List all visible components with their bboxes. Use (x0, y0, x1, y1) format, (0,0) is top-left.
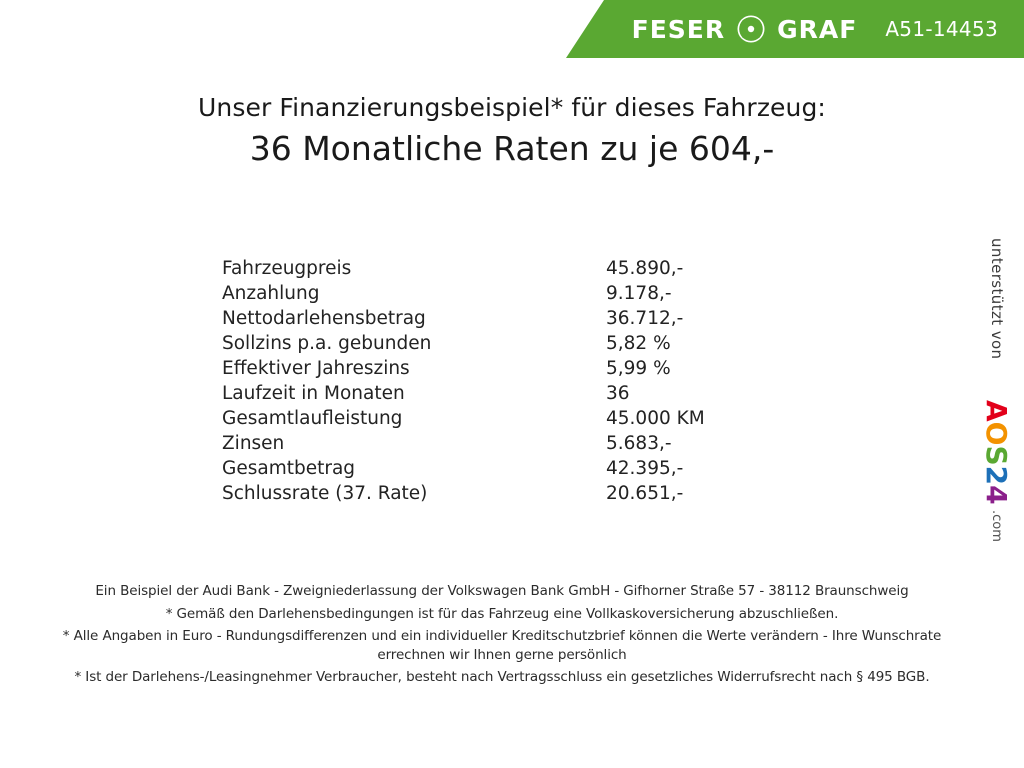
financing-figures-table (222, 256, 782, 506)
aos24-letter-s: S (980, 445, 1013, 466)
sponsor-domain-suffix: .com (989, 510, 1004, 542)
aos24-letter-o: O (980, 421, 1013, 446)
dealer-logo (632, 15, 998, 43)
aos24-digit-2: 2 (980, 465, 1013, 486)
figure-value: 45.890,- (606, 258, 684, 279)
figure-value: 5.683,- (606, 433, 672, 454)
figure-value: 36.712,- (606, 308, 684, 329)
figure-label: Effektiver Jahreszins (222, 358, 410, 379)
sponsor-block (976, 238, 1018, 542)
table-row (222, 281, 782, 306)
aos24-digit-4: 4 (980, 485, 1013, 505)
stock-number: A51-14453 (885, 17, 998, 41)
figure-value: 42.395,- (606, 458, 684, 479)
table-row (222, 256, 782, 281)
footnotes (40, 582, 964, 687)
figure-label: Zinsen (222, 433, 285, 454)
table-row (222, 331, 782, 356)
page-title: Unser Finanzierungsbeispiel* für dieses Fahrzeug: (198, 93, 826, 122)
page-subtitle: 36 Monatliche Raten zu je 604,- (249, 129, 775, 169)
table-row (222, 381, 782, 406)
table-row (222, 456, 782, 481)
clover-mark-icon (737, 15, 765, 43)
aos24-letter-a: A (980, 400, 1013, 422)
table-row (222, 356, 782, 381)
footnote-bank-info: Ein Beispiel der Audi Bank - Zweigniederlassung der Volkswagen Bank GmbH - Gifhorner Straße 57 - 38112 Braunschweig (95, 583, 909, 599)
table-row (222, 306, 782, 331)
figure-label: Gesamtlaufleistung (222, 408, 403, 429)
figure-label: Laufzeit in Monaten (222, 383, 405, 404)
table-row (222, 406, 782, 431)
figure-value: 5,99 % (606, 358, 671, 379)
table-row (222, 481, 782, 506)
figure-label: Schlussrate (37. Rate) (222, 483, 428, 504)
sponsor-supported-by-label: unterstützt von (988, 238, 1006, 360)
figure-label: Anzahlung (222, 283, 320, 304)
figure-label: Fahrzeugpreis (222, 258, 352, 279)
aos24-logo (980, 400, 1013, 505)
header-banner (604, 0, 1024, 58)
figure-value: 5,82 % (606, 333, 671, 354)
figure-value: 20.651,- (606, 483, 684, 504)
table-row (222, 431, 782, 456)
figure-value: 36 (606, 383, 630, 404)
brand-name-first: FESER (631, 14, 726, 44)
figure-label: Nettodarlehensbetrag (222, 308, 426, 329)
figure-label: Gesamtbetrag (222, 458, 356, 479)
figure-label: Sollzins p.a. gebunden (222, 333, 432, 354)
figure-value: 45.000 KM (606, 408, 705, 429)
footnote-insurance: * Gemäß den Darlehensbedingungen ist für das Fahrzeug eine Vollkaskoversicherung abzuschließen. (165, 606, 839, 622)
title-block (0, 92, 1024, 169)
footnote-withdrawal-right: * Ist der Darlehens-/Leasingnehmer Verbraucher, besteht nach Vertragsschluss ein gesetzliches Widerrufsrecht nach § 495 BGB. (74, 669, 930, 685)
brand-name-second: GRAF (777, 14, 858, 44)
footnote-currency: * Alle Angaben in Euro - Rundungsdifferenzen und ein individueller Kreditschutzbrief können die Werte verändern - Ihre Wunschrate errechnen wir Ihnen gerne persönlich (62, 628, 942, 663)
figure-value: 9.178,- (606, 283, 672, 304)
